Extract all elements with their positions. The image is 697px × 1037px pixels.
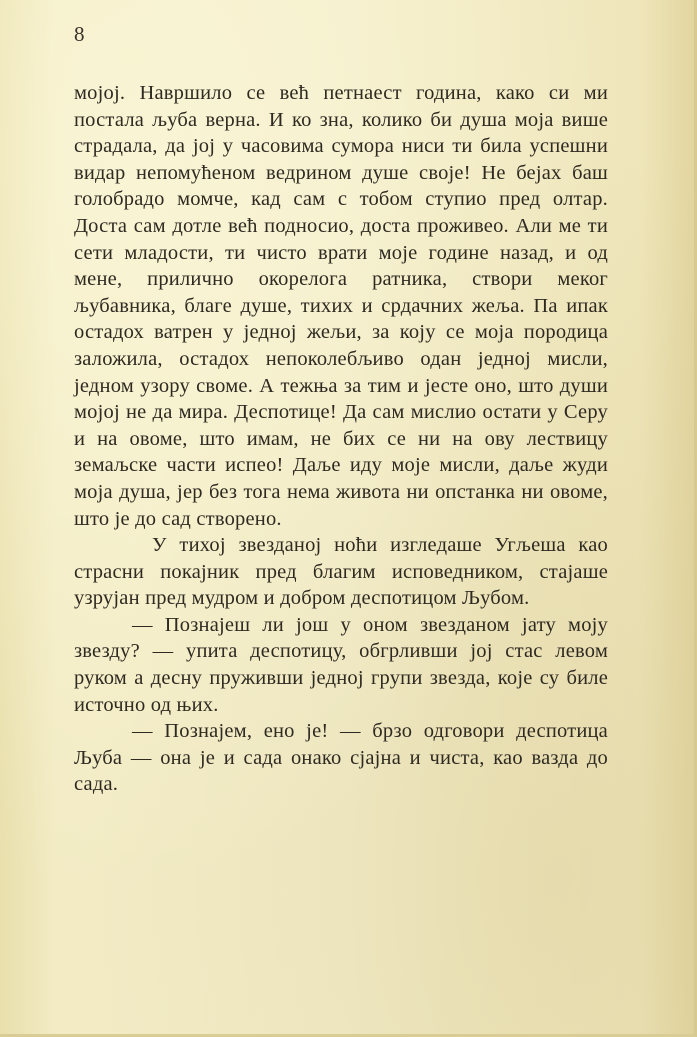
paragraph: мојој. Навршило се већ петнаест година, како си ми постала љуба верна. И ко зна, колико би душа моја више страдала, да јој у часовима сумора ниси ти била успешни видар непомућеном ведрином душе своје! Не бејах баш голобрадо момче, кад сам с тобом ступио пред олтар. Доста сам дотле већ подносио, доста проживео. Али ме ти сети младости, ти чисто врати моје године назад, и од мене, прилично окорелога ратника, створи меког љубавника, благе душе, тихих и срдачних жеља. Па ипак остадох ватрен у једној жељи, за коју се моја породица заложила, остадох непоколебљиво одан једној мисли, једном узору своме. А тежња за тим и јесте оно, што души мојој не да мира. Деспотице! Да сам мислио остати у Серу и на овоме, што имам, не бих се ни на ову лествицу земаљске части испео! Даље иду моје мисли, даље жуди моја душа, јер без тога нема живота ни опстанка ни овоме, што је до сад створено. xyxy=(74,82,608,530)
dialogue-paragraph: — Познајеш ли још у оном звезданом јату моју звезду? — упита деспотицу, обгрливши јој стас левом руком а десну пруживши једној групи звезда, које су биле источно од њих. xyxy=(74,613,608,716)
dialogue-paragraph: — Познајем, ено је! — брзо одговори деспотица Љуба — она је и сада онако сјајна и чиста, као вазда до сада. xyxy=(74,720,608,796)
page-number: 8 xyxy=(74,22,85,46)
body-text xyxy=(74,80,608,798)
paragraph: У тихој звезданој ноћи изгледаше Угљеша као страсни покајник пред благим исповедником, стајаше узрујан пред мудром и добром деспотицом Љубом. xyxy=(74,534,608,610)
